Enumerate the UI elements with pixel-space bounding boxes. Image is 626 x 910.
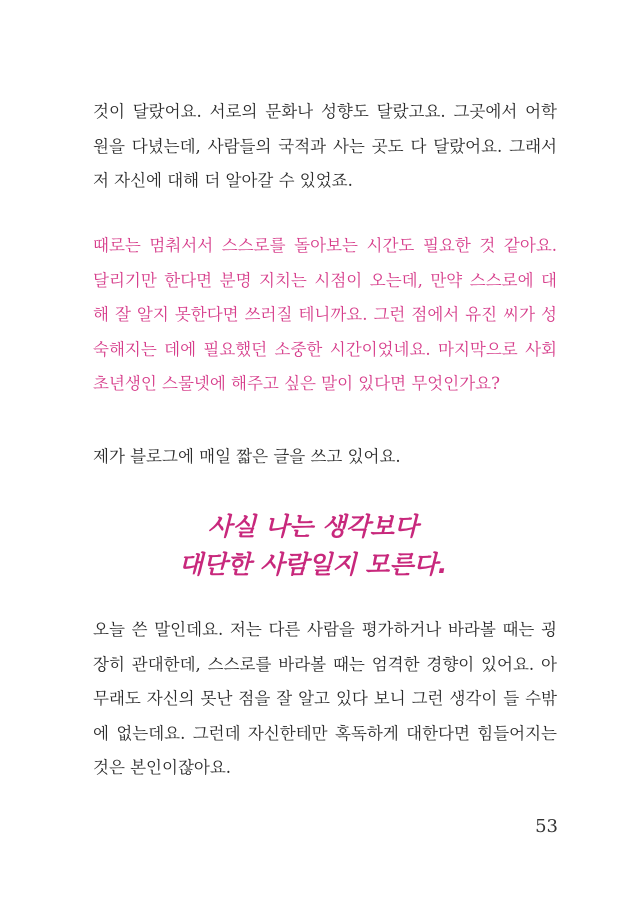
text-line: 초년생인 스물넷에 해주고 싶은 말이 있다면 무엇인가요? (93, 374, 500, 393)
pull-quote (0, 508, 626, 584)
text-line: 오늘 쓴 말인데요. 저는 다른 사람을 평가하거나 바라볼 때는 굉 (93, 620, 557, 639)
text-line: 저 자신에 대해 더 알아갈 수 있었죠. (93, 171, 353, 190)
text-line: 무래도 자신의 못난 점을 잘 알고 있다 보니 그런 생각이 들 수밖 (93, 689, 557, 708)
pull-quote-line: 사실 나는 생각보다 (207, 512, 419, 541)
pull-quote-line: 대단한 사람일지 모른다. (178, 550, 448, 579)
text-line: 것은 본인이잖아요. (93, 758, 232, 777)
text-line: 숙해지는 데에 필요했던 소중한 시간이었네요. 마지막으로 사회 (93, 339, 557, 359)
paragraph-interviewer-question (93, 229, 557, 402)
text-line: 에 없는데요. 그런데 자신한테만 혹독하게 대한다면 힘들어지는 (93, 723, 557, 743)
paragraph-intro (93, 95, 557, 199)
paragraph-closing (93, 613, 557, 786)
text-line: 장히 관대한데, 스스로를 바라볼 때는 엄격한 경향이 있어요. 아 (93, 654, 557, 674)
text-line: 것이 달랐어요. 서로의 문화나 성향도 달랐고요. 그곳에서 어학 (93, 102, 557, 121)
paragraph-answer (93, 440, 557, 475)
text-line: 원을 다녔는데, 사람들의 국적과 사는 곳도 다 달랐어요. 그래서 (93, 136, 557, 156)
text-line: 때로는 멈춰서서 스스로를 돌아보는 시간도 필요한 것 같아요. (93, 236, 557, 255)
text-line: 달리기만 한다면 분명 지치는 시점이 오는데, 만약 스스로에 대 (93, 270, 557, 290)
page-number: 53 (535, 816, 558, 837)
text-line: 해 잘 알지 못한다면 쓰러질 테니까요. 그런 점에서 유진 씨가 성 (93, 305, 557, 324)
text-line: 제가 블로그에 매일 짧은 글을 쓰고 있어요. (93, 447, 401, 466)
